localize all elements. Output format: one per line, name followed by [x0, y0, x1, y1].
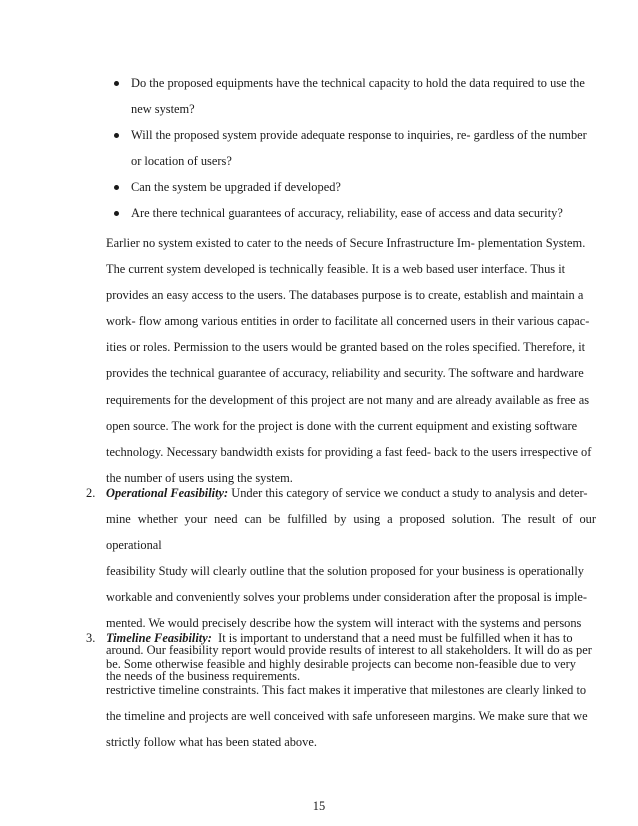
- paragraph-line: Earlier no system existed to cater to the needs of Secure Infrastructure Im- plementation System.: [106, 236, 586, 250]
- paragraph-line: provides the technical guarantee of accuracy, reliability and security. The software and hardware: [106, 366, 584, 381]
- bullet-icon: [114, 211, 119, 216]
- item-line: the timeline and projects are well conceived with safe unforeseen margins. We make sure that we: [106, 709, 588, 724]
- item-first-line-text: Under this category of service we conduct a study to analysis and deter-: [228, 486, 588, 500]
- paragraph-line: The current system developed is technically feasible. It is a web based user interface. Thus it: [106, 262, 566, 277]
- page-number: 15: [312, 799, 326, 813]
- list-item: [108, 200, 594, 226]
- bullet-line: Do the proposed equipments have the technical capacity to hold the data required to use the: [131, 76, 585, 90]
- bullet-icon: [114, 185, 119, 190]
- item-term: Timeline Feasibility:: [106, 631, 212, 645]
- item-number: 3.: [86, 631, 96, 645]
- bullet-line: Can the system be upgraded if developed?: [131, 180, 341, 194]
- item-line: mented. We would precisely describe how the system will interact with the systems and persons: [106, 616, 582, 631]
- item-first-line-text: It is important to understand that a need must be fulfilled when it has to: [211, 631, 573, 645]
- item-line: workable and conveniently solves your problems under consideration after the proposal is imple-: [106, 590, 588, 605]
- item-number: 2.: [86, 486, 96, 500]
- paragraph-line: requirements for the development of this project are not many and are already available as free as: [106, 392, 590, 407]
- item-line: restrictive timeline constraints. This fact makes it imperative that milestones are clearly linked to: [106, 683, 587, 698]
- bullet-line: or location of users?: [131, 154, 232, 168]
- list-item: [108, 70, 594, 122]
- item-term: Operational Feasibility:: [106, 486, 229, 500]
- technical-questions-list: [108, 70, 594, 226]
- item-line: feasibility Study will clearly outline that the solution proposed for your business is operationally: [106, 564, 584, 579]
- bullet-line: new system?: [131, 102, 195, 116]
- paragraph-line: provides an easy access to the users. The databases purpose is to create, establish and maintain a: [106, 288, 584, 303]
- bullet-line: Will the proposed system provide adequate response to inquiries, re- gardless of the number: [131, 128, 587, 142]
- paragraph-line: work- flow among various entities in order to facilitate all concerned users in their various capac-: [106, 314, 590, 329]
- item-line: around. Our feasibility report would provide results of interest to all stakeholders. It will do as per: [106, 642, 592, 657]
- paragraph-line: ities or roles. Permission to the users would be granted based on the roles specified. Therefore, it: [106, 340, 586, 355]
- item-first-line: [106, 480, 596, 506]
- item-line: mine whether your need can be fulfilled by using a proposed solution. The result of our operational: [106, 512, 596, 553]
- item-first-line: [106, 625, 596, 651]
- paragraph-line: technology. Necessary bandwidth exists for providing a fast feed- back to the users irrespective of: [106, 444, 592, 459]
- timeline-feasibility-item: [86, 625, 596, 755]
- bullet-line: Are there technical guarantees of accuracy, reliability, ease of access and data security?: [131, 206, 563, 220]
- list-item: [108, 122, 594, 174]
- technical-feasibility-paragraph: [106, 230, 596, 491]
- item-line: be. Some otherwise feasible and highly desirable projects can become non-feasible due to very: [106, 657, 576, 672]
- item-body: [106, 625, 596, 755]
- list-item: [108, 174, 594, 200]
- bullet-icon: [114, 133, 119, 138]
- item-line: the needs of the business requirements.: [106, 668, 301, 683]
- paragraph-line: the number of users using the system.: [106, 470, 293, 485]
- paragraph-line: open source. The work for the project is done with the current equipment and existing software: [106, 418, 578, 433]
- item-line: strictly follow what has been stated above.: [106, 735, 317, 750]
- bullet-icon: [114, 81, 119, 86]
